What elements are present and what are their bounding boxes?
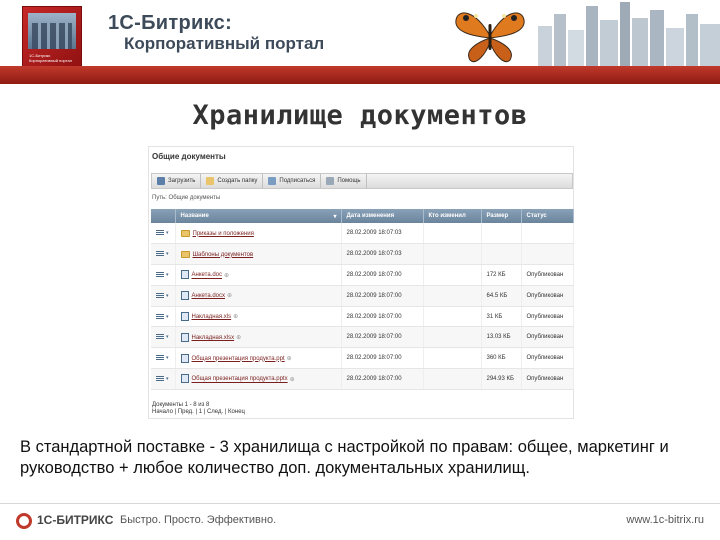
row-size: 360 КБ: [481, 348, 521, 369]
document-icon: [181, 291, 189, 300]
row-user: [423, 265, 481, 286]
row-name[interactable]: [175, 244, 341, 265]
row-size: [481, 244, 521, 265]
subscribe-icon: [268, 177, 276, 185]
row-size: 31 КБ: [481, 306, 521, 327]
table-row[interactable]: ▾ Анкета.doc ⊕ 28.02.2009 18:07:00 172 КБ Опубликован: [151, 265, 573, 286]
footer-divider: [0, 503, 720, 504]
table-header: [151, 209, 573, 223]
footer-slogan: Быстро. Просто. Эффективно.: [120, 514, 277, 526]
subscribe-button[interactable]: Подписаться: [263, 174, 321, 188]
document-library: [148, 146, 574, 419]
document-icon: [181, 333, 189, 342]
row-name[interactable]: [175, 348, 341, 369]
menu-icon[interactable]: [156, 230, 164, 235]
pager: [152, 402, 245, 416]
menu-icon[interactable]: [156, 272, 164, 277]
library-toolbar: [151, 173, 573, 189]
lock-icon: ⊕: [233, 314, 239, 321]
help-button[interactable]: Помощь: [321, 174, 366, 188]
row-user: [423, 369, 481, 390]
document-icon: [181, 270, 189, 279]
menu-icon[interactable]: [156, 293, 164, 298]
file-link[interactable]: Общая презентация продукта.ppt: [191, 355, 285, 362]
footer-logo-text: 1С-БИТРИКС: [37, 513, 114, 527]
file-link[interactable]: Общая презентация продукта.pptx: [191, 376, 288, 383]
folder-icon: [181, 230, 190, 237]
city-skyline-icon: [530, 0, 720, 66]
row-date: 28.02.2009 18:07:00: [341, 348, 423, 369]
upload-icon: [157, 177, 165, 185]
column-modified-by[interactable]: Кто изменил: [423, 209, 481, 223]
butterfly-icon: [452, 6, 528, 66]
row-user: [423, 244, 481, 265]
row-user: [423, 285, 481, 306]
row-date: 28.02.2009 18:07:00: [341, 265, 423, 286]
row-size: 64.5 КБ: [481, 285, 521, 306]
brand-subtitle: Корпоративный портал: [124, 34, 325, 53]
pager-count: Документы 1 - 8 из 8: [152, 402, 210, 408]
row-status: Опубликован: [521, 348, 573, 369]
brand-title: 1С-Битрикс:: [108, 12, 233, 34]
lock-icon: ⊕: [227, 293, 233, 300]
row-status: Опубликован: [521, 327, 573, 348]
file-link[interactable]: Шаблоны документов: [192, 251, 254, 258]
row-size: 13.03 КБ: [481, 327, 521, 348]
lock-icon: ⊕: [289, 376, 295, 383]
menu-icon[interactable]: [156, 376, 164, 381]
header-red-stripe: [0, 66, 720, 84]
row-user: [423, 348, 481, 369]
help-icon: [326, 177, 334, 185]
column-status[interactable]: Статус: [521, 209, 573, 223]
header: [0, 0, 720, 84]
row-status: [521, 223, 573, 244]
table-row[interactable]: ▾ Шаблоны документов 28.02.2009 18:07:03: [151, 244, 573, 265]
lock-icon: ⊕: [236, 334, 242, 341]
file-link[interactable]: Анкета.doc: [191, 272, 223, 279]
row-date: 28.02.2009 18:07:00: [341, 327, 423, 348]
create-folder-button[interactable]: Создать папку: [201, 174, 263, 188]
breadcrumb: Путь: Общие документы: [152, 195, 221, 201]
row-status: Опубликован: [521, 285, 573, 306]
table-row[interactable]: ▾ Накладная.xls ⊕ 28.02.2009 18:07:00 31 КБ Опубликован: [151, 306, 573, 327]
row-size: 172 КБ: [481, 265, 521, 286]
column-size[interactable]: Размер: [481, 209, 521, 223]
file-link[interactable]: Накладная.xls: [191, 314, 232, 321]
library-title: Общие документы: [152, 152, 226, 161]
row-name[interactable]: [175, 285, 341, 306]
table-row[interactable]: ▾ Накладная.xlsx ⊕ 28.02.2009 18:07:00 13.03 КБ Опубликован: [151, 327, 573, 348]
table-row[interactable]: ▾ Анкета.docx ⊕ 28.02.2009 18:07:00 64.5 КБ Опубликован: [151, 285, 573, 306]
lock-icon: ⊕: [286, 355, 292, 362]
menu-icon[interactable]: [156, 355, 164, 360]
row-date: 28.02.2009 18:07:00: [341, 285, 423, 306]
lock-icon: ⊕: [224, 272, 230, 279]
row-date: 28.02.2009 18:07:03: [341, 244, 423, 265]
new-folder-icon: [206, 177, 214, 185]
column-modified[interactable]: Дата изменения: [341, 209, 423, 223]
row-user: [423, 327, 481, 348]
document-icon: [181, 312, 189, 321]
row-size: 294.93 КБ: [481, 369, 521, 390]
row-status: Опубликован: [521, 265, 573, 286]
footer-url[interactable]: www.1c-bitrix.ru: [626, 514, 704, 526]
row-user: [423, 306, 481, 327]
column-name[interactable]: Название ▾: [175, 209, 341, 223]
menu-icon[interactable]: [156, 334, 164, 339]
row-name[interactable]: [175, 369, 341, 390]
row-user: [423, 223, 481, 244]
slide-title: Хранилище документов: [192, 100, 528, 131]
table-row[interactable]: ▾ Приказы и положения 28.02.2009 18:07:03: [151, 223, 573, 244]
table-row[interactable]: ▾ Общая презентация продукта.pptx ⊕ 28.02.2009 18:07:00 294.93 КБ Опубликован: [151, 369, 573, 390]
row-date: 28.02.2009 18:07:00: [341, 369, 423, 390]
box-text: 1С-Битрикс Корпоративный портал: [29, 53, 73, 63]
row-name[interactable]: [175, 223, 341, 244]
table-row[interactable]: ▾ Общая презентация продукта.ppt ⊕ 28.02.2009 18:07:00 360 КБ Опубликован: [151, 348, 573, 369]
file-link[interactable]: Приказы и положения: [192, 230, 254, 237]
file-link[interactable]: Анкета.docx: [191, 293, 226, 300]
document-icon: [181, 354, 189, 363]
row-date: 28.02.2009 18:07:03: [341, 223, 423, 244]
documents-table: [151, 209, 574, 390]
row-name[interactable]: [175, 327, 341, 348]
row-status: Опубликован: [521, 369, 573, 390]
file-link[interactable]: Накладная.xlsx: [191, 334, 235, 341]
row-status: [521, 244, 573, 265]
row-name[interactable]: [175, 306, 341, 327]
row-date: 28.02.2009 18:07:00: [341, 306, 423, 327]
bitrix-logo-icon: [16, 513, 32, 529]
pager-nav[interactable]: Начало | Пред. | 1 | След. | Конец: [152, 409, 245, 415]
menu-icon[interactable]: [156, 314, 164, 319]
folder-icon: [181, 251, 190, 258]
caption: В стандартной поставке - 3 хранилища с настройкой по правам: общее, маркетинг и руководство + любое количество доп. документальных хранилищ.: [20, 438, 669, 477]
row-status: Опубликован: [521, 306, 573, 327]
row-name[interactable]: [175, 265, 341, 286]
document-icon: [181, 374, 189, 383]
menu-icon[interactable]: [156, 251, 164, 256]
row-size: [481, 223, 521, 244]
upload-button[interactable]: Загрузить: [152, 174, 201, 188]
